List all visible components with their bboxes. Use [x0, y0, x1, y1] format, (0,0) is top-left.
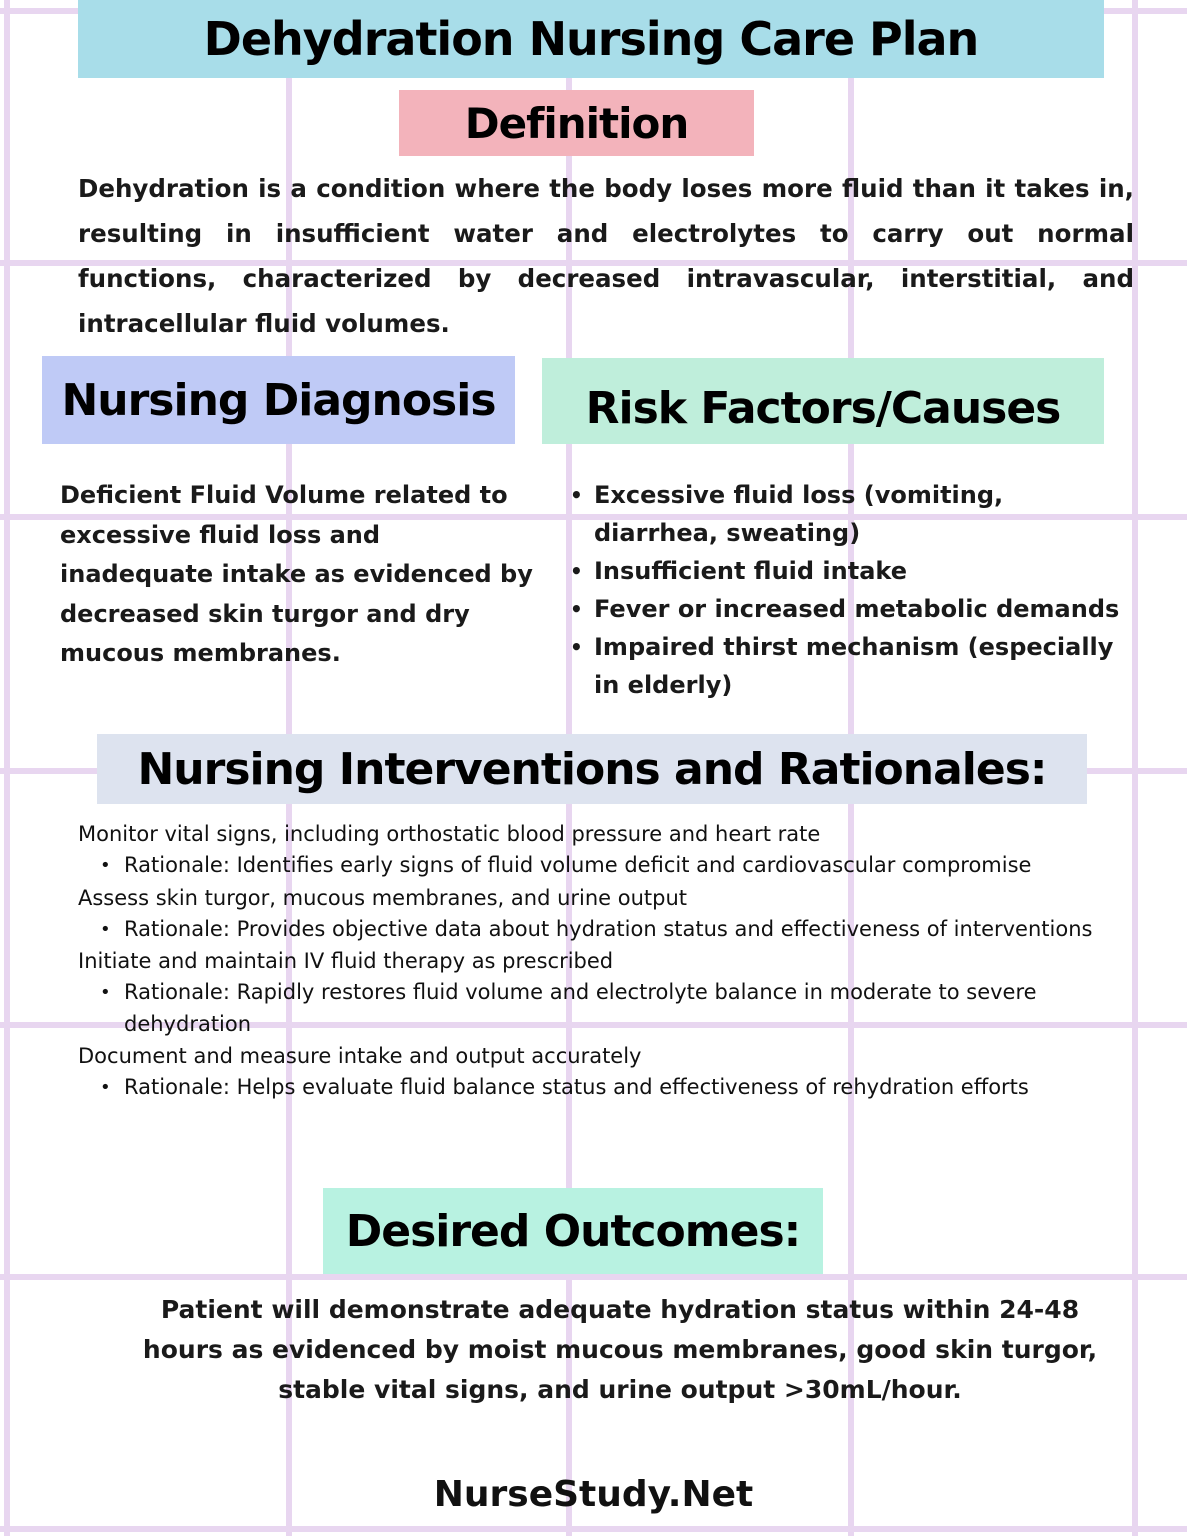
risk-factors-heading: Risk Factors/Causes [542, 358, 1104, 444]
intervention-rationale: • Rationale: Helps evaluate fluid balance status and effectiveness of rehydration efforts [78, 1072, 1148, 1104]
definition-heading: Definition [399, 90, 754, 156]
outcomes-heading: Desired Outcomes: [323, 1188, 823, 1274]
intervention-action: Document and measure intake and output accurately [78, 1044, 642, 1068]
intervention-action: Assess skin turgor, mucous membranes, and urine output [78, 885, 688, 910]
interventions-list [78, 818, 1148, 1104]
diagnosis-text: Deficient Fluid Volume related to excessive fluid loss and inadequate intake as evidenced by decreased skin turgor and dry mucous membranes. [60, 481, 533, 667]
list-item: • Fever or increased metabolic demands [570, 590, 1130, 628]
grid-line [0, 1526, 1187, 1532]
risk-factors-list [570, 476, 1130, 704]
list-item: • Impaired thirst mechanism (especially in elderly) [570, 628, 1130, 704]
intervention-rationale: • Rationale: Provides objective data about hydration status and effectiveness of interventions [78, 914, 1148, 946]
interventions-heading: Nursing Interventions and Rationales: [97, 734, 1087, 804]
outcomes-text: Patient will demonstrate adequate hydration status within 24-48 hours as evidenced by moist mucous membranes, good skin turgor, stable vital signs, and urine output >30mL/hour. [142, 1295, 1098, 1404]
footer-brand: NurseStudy.Net [433, 1474, 754, 1515]
intervention-rationale: • Rationale: Rapidly restores fluid volume and electrolyte balance in moderate to severe dehydration [78, 977, 1084, 1040]
page-title: Dehydration Nursing Care Plan [78, 0, 1104, 78]
diagnosis-heading: Nursing Diagnosis [42, 356, 515, 444]
intervention-rationale: • Rationale: Identifies early signs of fluid volume deficit and cardiovascular compromise [78, 850, 1148, 882]
intervention-action: Initiate and maintain IV fluid therapy as prescribed [78, 949, 614, 973]
intervention-action: Monitor vital signs, including orthostatic blood pressure and heart rate [78, 822, 821, 846]
list-item: • Insufficient fluid intake [570, 552, 1130, 590]
definition-text: Dehydration is a condition where the body loses more fluid than it takes in, resulting in insufficient water and electrolytes to carry out normal functions, characterized by decreased intravascular, interstitial, and intracellular fluid volumes. [78, 174, 1134, 338]
list-item: • Excessive fluid loss (vomiting, diarrhea, sweating) [570, 476, 1130, 552]
grid-line [0, 1274, 1187, 1280]
